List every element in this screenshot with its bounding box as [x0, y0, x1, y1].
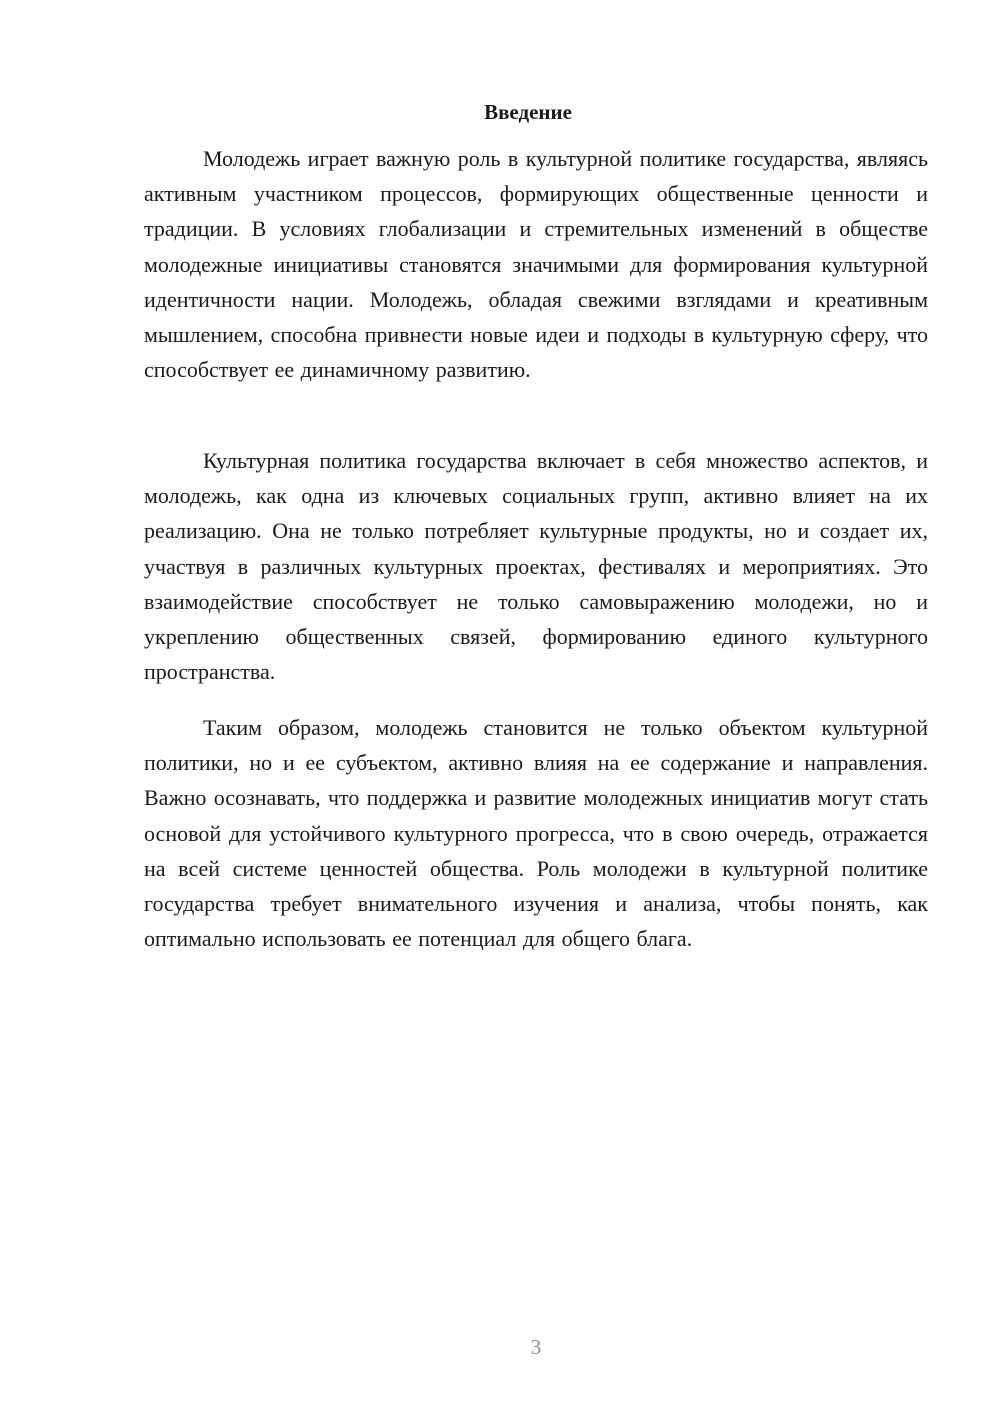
paragraph-2: Культурная политика государства включает в себя множество аспектов, и молодежь, как одна из ключевых социальных групп, активно влияет на их реализацию. Она не только потребляет культурные продукты, но и создает их, участвуя в различных культурных проектах, фестивалях и мероприятиях. Это взаимодействие способствует не только самовыражению молодежи, но и укреплению общественных связей, формированию единого культурного пространства. [144, 448, 928, 685]
paragraph-1: Молодежь играет важную роль в культурной политике государства, являясь активным участником процессов, формирующих общественные ценности и традиции. В условиях глобализации и стремительных изменений в обществе молодежные инициативы становятся значимыми для формирования культурной идентичности нации. Молодежь, обладая свежими взглядами и креативным мышлением, способна привнести новые идеи и подходы в культурную сферу, что способствует ее динамичному развитию. [144, 146, 928, 383]
section-heading-text: Введение [484, 100, 572, 124]
section-heading [144, 98, 928, 126]
paragraph-3: Таким образом, молодежь становится не только объектом культурной политики, но и ее субъектом, активно влияя на ее содержание и направления. Важно осознавать, что поддержка и развитие молодежных инициатив могут стать основой для устойчивого культурного прогресса, что в свою очередь, отражается на всей системе ценностей общества. Роль молодежи в культурной политике государства требует внимательного изучения и анализа, чтобы понять, как оптимально использовать ее потенциал для общего блага. [144, 715, 928, 952]
page-number: 3 [530, 1335, 542, 1359]
